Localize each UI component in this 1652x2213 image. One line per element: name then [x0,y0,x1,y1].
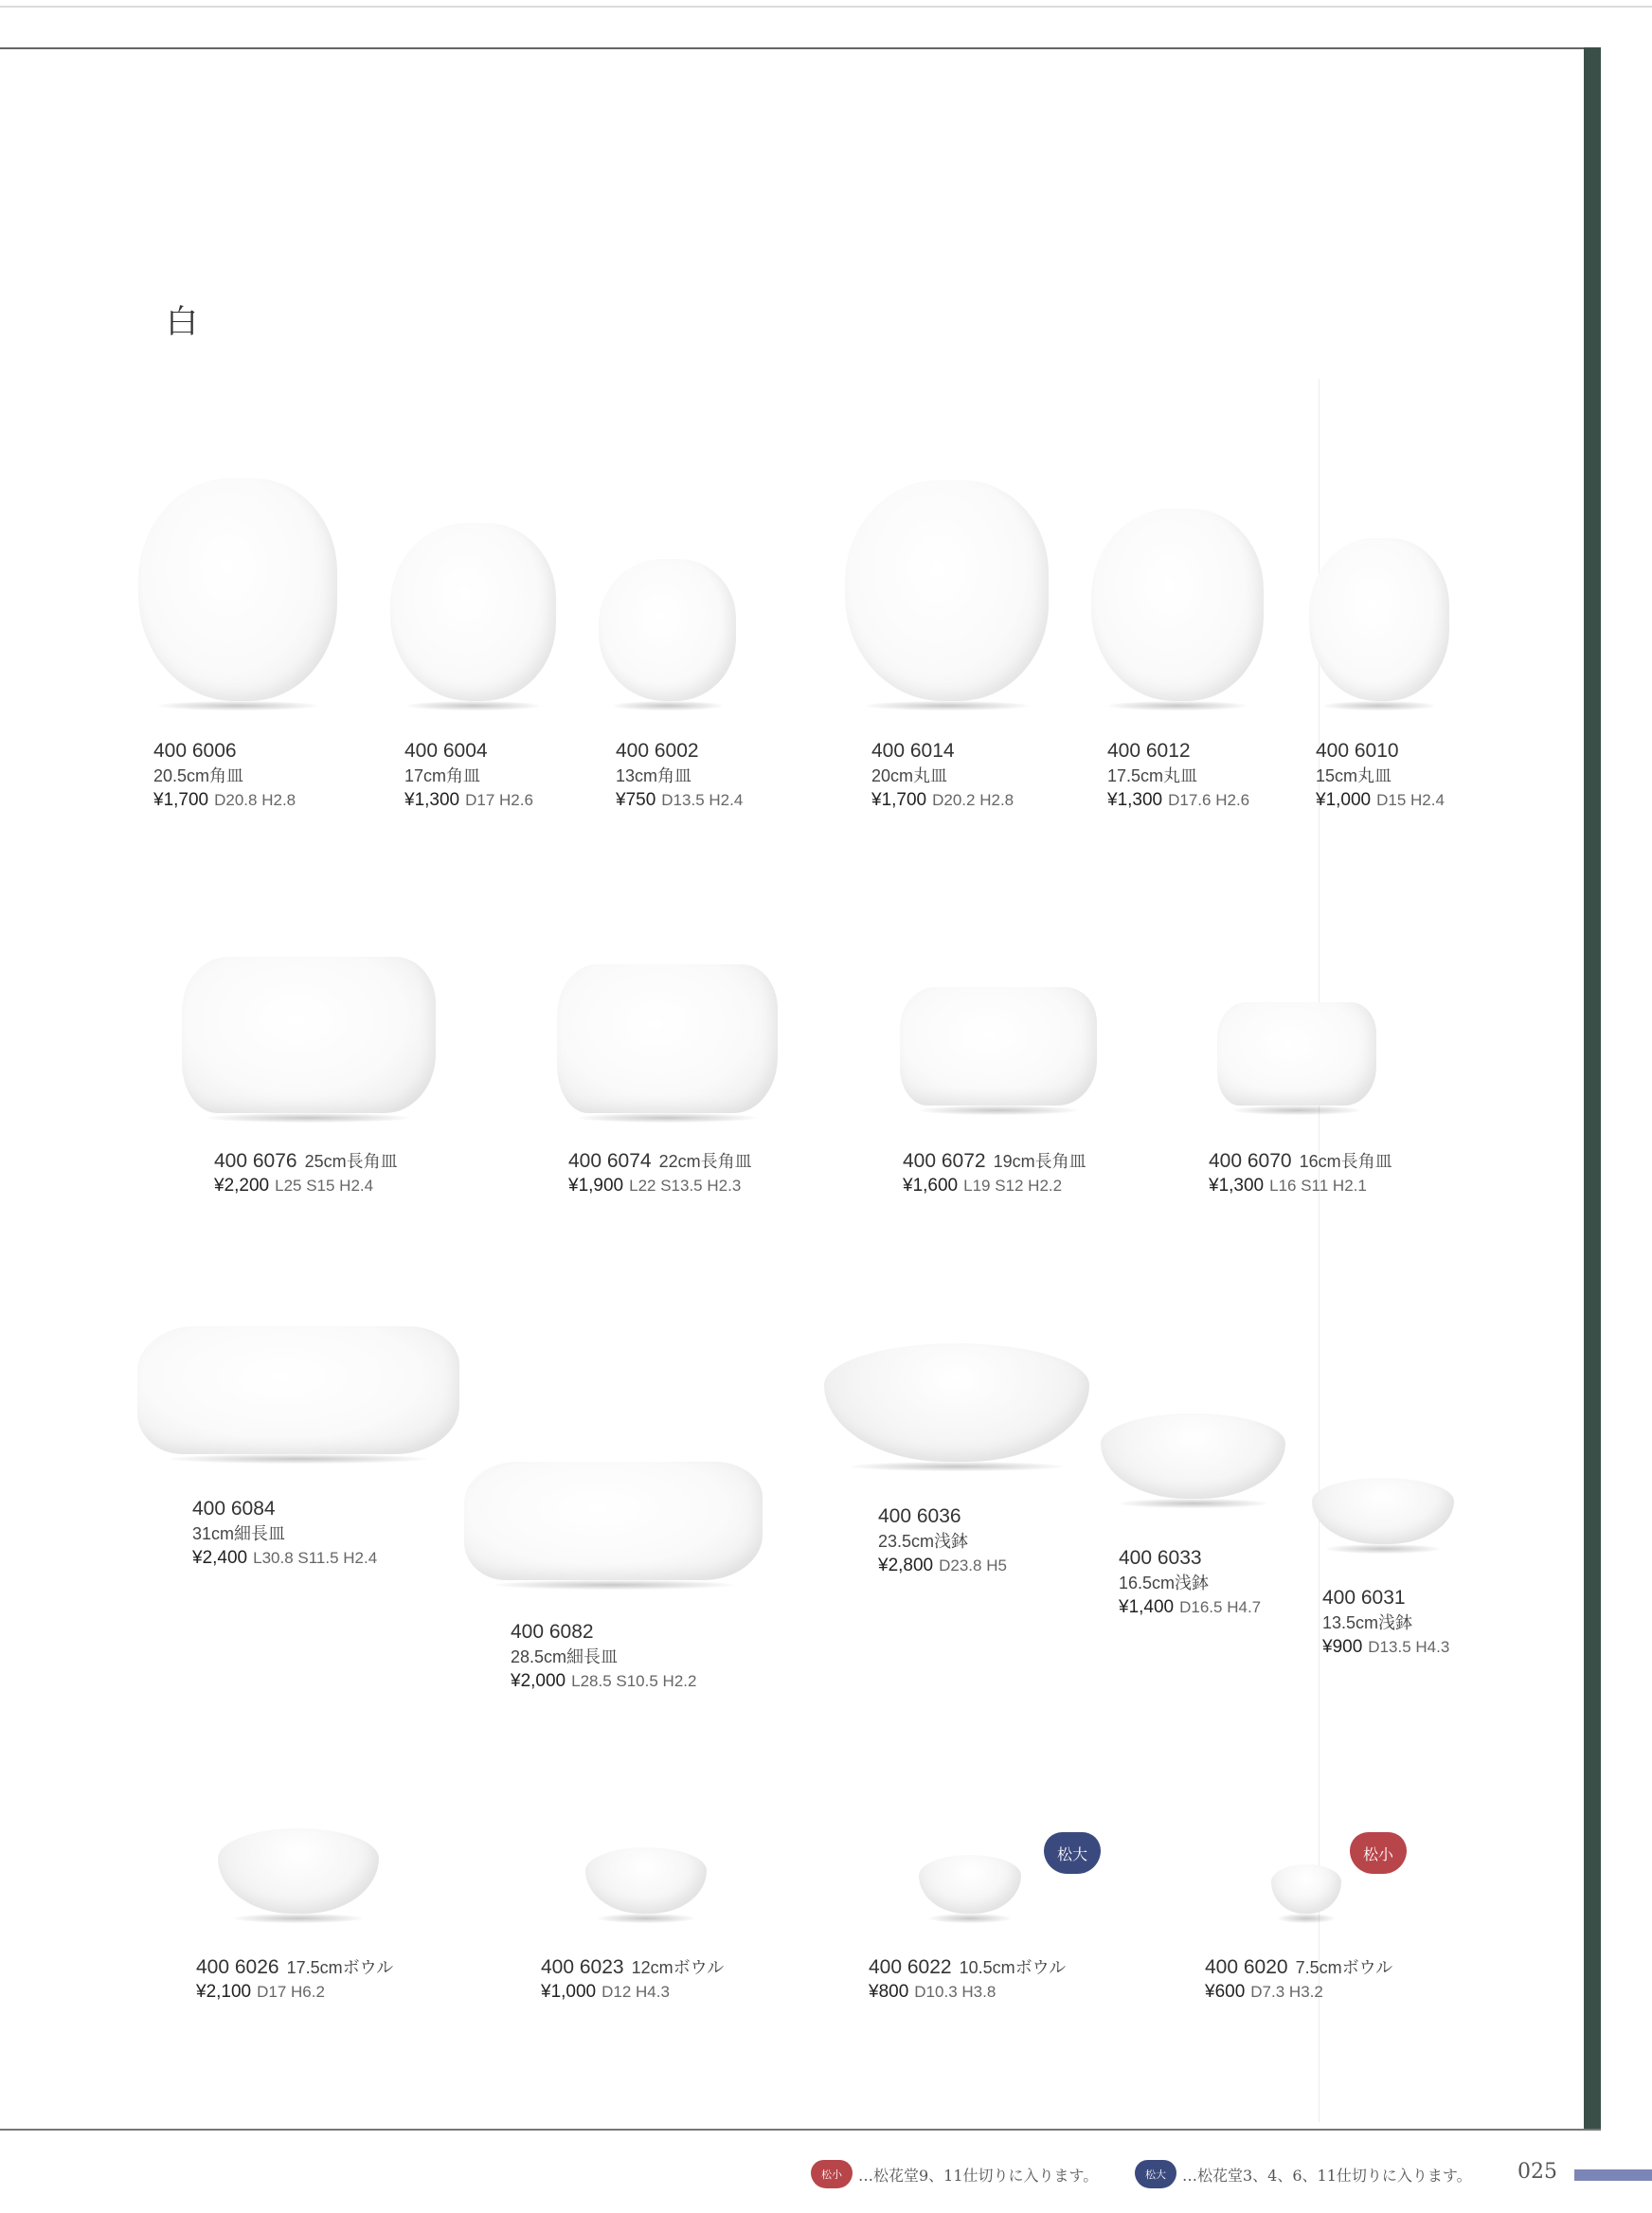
matsu-small-badge: 松小 [811,2160,853,2188]
product-name: 16.5cm浅鉢 [1119,1574,1210,1592]
product-dimensions: L25 S15 H2.4 [275,1177,374,1195]
product-dimensions: D7.3 H3.2 [1250,1983,1323,2001]
product-dimensions: L30.8 S11.5 H2.4 [253,1549,378,1567]
product-dimensions: D20.2 H2.8 [932,791,1015,809]
product-dimensions: D20.8 H2.8 [214,791,296,809]
footer-note-large: …松花堂3、4、6、11仕切りに入ります。 [1182,2167,1472,2185]
dish-image-6072 [900,987,1097,1115]
product-name: 22cm長角皿 [658,1152,752,1171]
product-name: 10.5cmボウル [959,1958,1067,1977]
product-price: ¥1,300 [404,790,460,810]
footer [805,2158,1639,2196]
product-price: ¥1,300 [1107,790,1163,810]
matsu-large-badge: 松大 [1135,2160,1176,2188]
product-6012 [1107,739,1249,813]
product-name: 25cm長角皿 [304,1152,398,1171]
footer-note-small: …松花堂9、11仕切りに入ります。 [858,2167,1099,2185]
product-6002 [616,739,743,813]
product-6082 [511,1620,696,1694]
top-rule [0,6,1652,8]
product-dimensions: D17 H6.2 [257,1983,325,2001]
product-name: 13.5cm浅鉢 [1322,1613,1413,1632]
product-6010 [1316,739,1445,813]
product-code: 400 6023 [541,1956,624,1978]
product-dimensions: D16.5 H4.7 [1179,1598,1262,1616]
product-dimensions: D23.8 H5 [939,1556,1007,1574]
product-6020 [1205,1954,1392,2005]
product-code: 400 6014 [871,740,955,762]
product-6036 [878,1504,1007,1578]
product-6023 [541,1954,724,2005]
page-number: 025 [1517,2160,1557,2184]
product-name: 17.5cmボウル [286,1958,394,1977]
product-dimensions: D13.5 H2.4 [661,791,744,809]
product-price: ¥2,100 [196,1982,252,2002]
matsu-large-badge: 松大 [1044,1832,1101,1874]
product-code: 400 6070 [1209,1150,1292,1172]
dish-image-6076 [182,957,436,1123]
product-dimensions: D17.6 H2.6 [1168,791,1250,809]
product-price: ¥2,800 [878,1556,934,1575]
section-title: 白 [166,303,198,341]
product-6076 [214,1148,398,1198]
side-bar [1584,47,1601,2131]
product-price: ¥1,300 [1209,1176,1265,1196]
product-6031 [1322,1586,1449,1660]
product-6074 [568,1148,752,1198]
product-dimensions: L28.5 S10.5 H2.2 [571,1672,697,1690]
product-name: 19cm長角皿 [993,1152,1086,1171]
product-price: ¥1,700 [871,790,927,810]
product-name: 28.5cm細長皿 [511,1647,619,1666]
product-price: ¥1,400 [1119,1597,1175,1617]
product-code: 400 6022 [869,1956,952,1978]
product-dimensions: D15 H2.4 [1376,791,1445,809]
product-price: ¥1,000 [1316,790,1372,810]
product-code: 400 6004 [404,740,488,762]
product-name: 7.5cmボウル [1295,1958,1393,1977]
product-code: 400 6010 [1316,740,1399,762]
product-price: ¥1,000 [541,1982,597,2002]
product-dimensions: D12 H4.3 [602,1983,670,2001]
product-price: ¥2,000 [511,1671,566,1691]
dish-image-6070 [1217,1002,1376,1115]
frame-rule-top [0,47,1601,49]
product-price: ¥750 [616,790,656,810]
product-6070 [1209,1148,1392,1198]
product-name: 20cm丸皿 [871,766,948,785]
product-code: 400 6026 [196,1956,279,1978]
dish-image-6006 [138,478,337,711]
product-name: 17cm角皿 [404,766,481,785]
dish-image-6022 [919,1855,1021,1923]
product-name: 13cm角皿 [616,766,692,785]
product-dimensions: D17 H2.6 [465,791,533,809]
product-code: 400 6036 [878,1505,961,1527]
dish-image-6074 [557,964,778,1123]
dish-image-6012 [1091,509,1264,711]
product-price: ¥800 [869,1982,909,2002]
dish-image-6082 [464,1462,763,1590]
product-name: 20.5cm角皿 [153,766,244,785]
product-name: 17.5cm丸皿 [1107,766,1198,785]
product-price: ¥1,900 [568,1176,624,1196]
dish-image-6010 [1309,538,1449,711]
product-dimensions: L19 S12 H2.2 [963,1177,1063,1195]
product-code: 400 6020 [1205,1956,1288,1978]
product-name: 16cm長角皿 [1299,1152,1392,1171]
product-price: ¥2,200 [214,1176,270,1196]
product-price: ¥900 [1322,1637,1363,1657]
dish-image-6020 [1271,1864,1341,1923]
dish-image-6004 [390,523,556,711]
product-price: ¥600 [1205,1982,1246,2002]
product-6022 [869,1954,1066,2005]
product-dimensions: L22 S13.5 H2.3 [629,1177,742,1195]
dish-image-6084 [137,1326,459,1464]
product-dimensions: D10.3 H3.8 [914,1983,997,2001]
product-code: 400 6031 [1322,1587,1406,1609]
product-code: 400 6076 [214,1150,297,1172]
product-code: 400 6082 [511,1621,594,1643]
product-6006 [153,739,296,813]
product-name: 15cm丸皿 [1316,766,1392,785]
product-code: 400 6074 [568,1150,652,1172]
product-price: ¥2,400 [192,1548,248,1568]
dish-image-6002 [599,559,736,711]
dish-image-6036 [824,1343,1089,1471]
product-code: 400 6072 [903,1150,986,1172]
product-6004 [404,739,533,813]
product-dimensions: L16 S11 H2.1 [1269,1177,1367,1195]
dish-image-6026 [218,1828,379,1923]
dish-image-6033 [1101,1413,1285,1508]
page-tab [1574,2169,1652,2181]
product-name: 23.5cm浅鉢 [878,1532,969,1551]
matsu-small-badge: 松小 [1350,1832,1407,1874]
product-code: 400 6033 [1119,1547,1202,1569]
product-price: ¥1,600 [903,1176,959,1196]
product-6014 [871,739,1014,813]
product-code: 400 6012 [1107,740,1191,762]
dish-image-6023 [585,1847,707,1923]
product-name: 31cm細長皿 [192,1524,286,1543]
product-dimensions: D13.5 H4.3 [1368,1638,1450,1656]
product-price: ¥1,700 [153,790,209,810]
product-code: 400 6002 [616,740,699,762]
product-code: 400 6084 [192,1498,276,1520]
frame-rule-bottom [0,2129,1601,2131]
product-6072 [903,1148,1086,1198]
product-6026 [196,1954,393,2005]
product-6084 [192,1497,377,1571]
dish-image-6031 [1312,1478,1454,1554]
product-name: 12cmボウル [631,1958,725,1977]
product-6033 [1119,1546,1261,1620]
dish-image-6014 [845,480,1049,711]
product-code: 400 6006 [153,740,237,762]
